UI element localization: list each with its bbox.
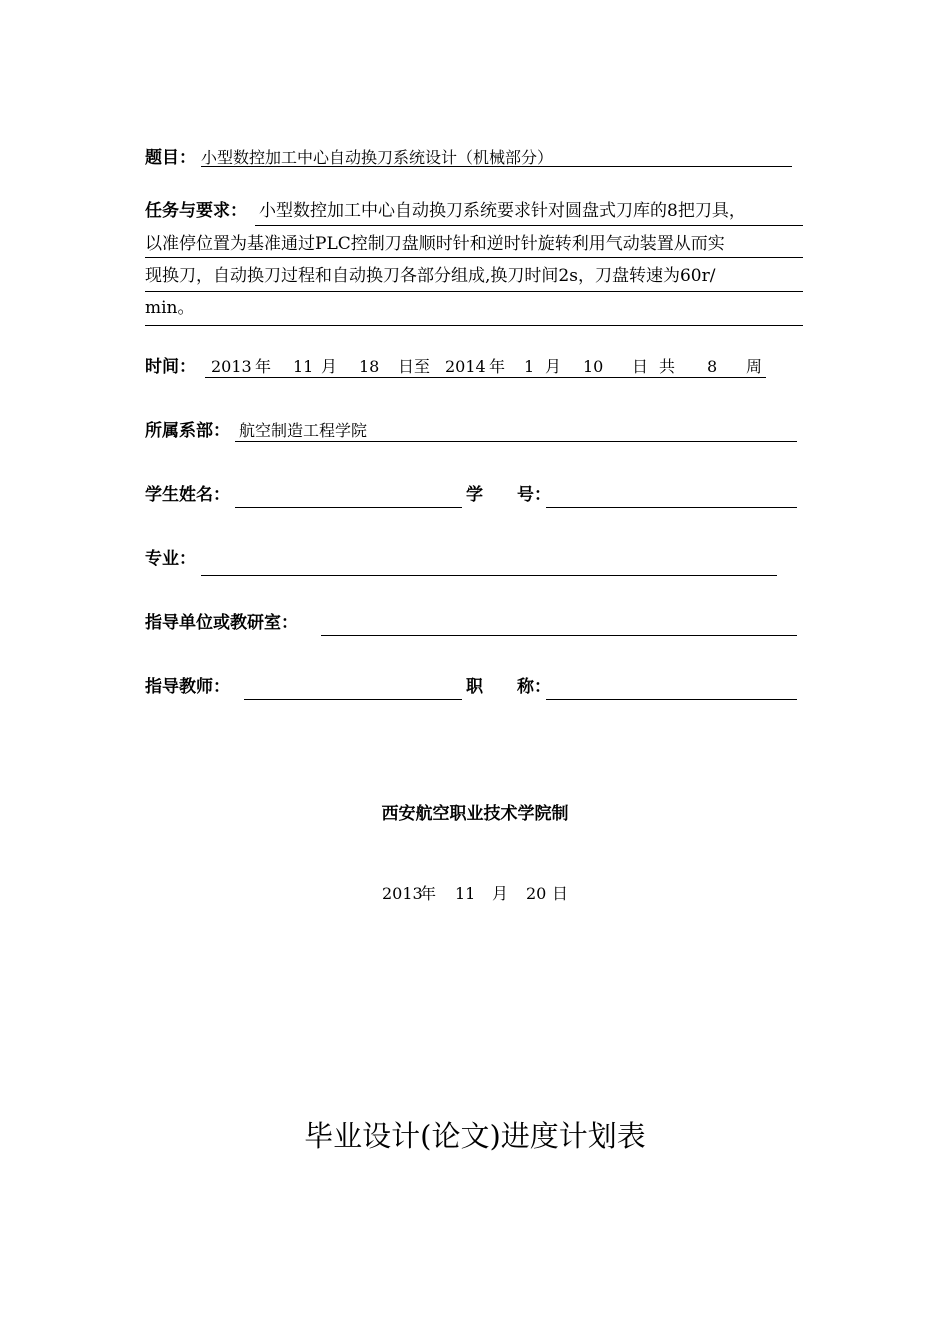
student-id-field[interactable]	[546, 507, 797, 508]
topic-underline	[201, 166, 792, 167]
advisor-unit-label: 指导单位或教研室：	[145, 613, 298, 633]
time-total-label: 共	[659, 357, 676, 376]
time-start-month: 11	[293, 357, 314, 376]
student-id-label: 学 号：	[466, 485, 551, 505]
department-label: 所属系部：	[145, 421, 230, 441]
task-underline-4	[145, 325, 803, 326]
time-year-unit: 年	[255, 357, 272, 376]
time-end-year: 2014	[445, 357, 486, 376]
footer-day: 20	[526, 884, 547, 903]
footer-month: 11	[455, 884, 476, 903]
time-end-day-unit: 日	[632, 357, 649, 376]
footer-year-unit: 年	[420, 884, 437, 903]
task-underline-1	[255, 225, 803, 226]
footer-month-unit: 月	[492, 884, 509, 903]
task-underline-2	[145, 257, 803, 258]
title-label: 职 称：	[466, 677, 551, 697]
major-field[interactable]	[201, 575, 777, 576]
task-underline-3	[145, 291, 803, 292]
time-start-year: 2013	[211, 357, 252, 376]
student-name-label: 学生姓名：	[145, 485, 230, 505]
time-month-unit: 月	[321, 357, 338, 376]
time-weeks-unit: 周	[746, 357, 763, 376]
title-field[interactable]	[546, 699, 797, 700]
task-line-3: 现换刀，自动换刀过程和自动换刀各部分组成,换刀时间2s，刀盘转速为60r/	[145, 266, 716, 286]
footer-year: 2013	[382, 884, 423, 903]
time-underline	[205, 377, 766, 378]
task-line-2: 以准停位置为基准通过PLC控制刀盘顺时针和逆时针旋转利用气动装置从而实	[145, 234, 725, 254]
time-end-year-unit: 年	[489, 357, 506, 376]
footer-day-unit: 日	[552, 884, 569, 903]
task-line-4: min。	[145, 298, 195, 318]
time-weeks: 8	[707, 357, 718, 376]
task-line-1: 小型数控加工中心自动换刀系统要求针对圆盘式刀库的8把刀具，	[259, 201, 746, 221]
time-end-month-unit: 月	[545, 357, 562, 376]
advisor-label: 指导教师：	[145, 677, 230, 697]
major-label: 专业：	[145, 549, 196, 569]
institution-name: 西安航空职业技术学院制	[381, 804, 569, 824]
time-end-month: 1	[524, 357, 535, 376]
student-name-field[interactable]	[235, 507, 462, 508]
department-value: 航空制造工程学院	[239, 421, 368, 440]
time-day-to: 日至	[398, 357, 431, 376]
schedule-title: 毕业设计(论文)进度计划表	[304, 1119, 646, 1153]
time-start-day: 18	[359, 357, 380, 376]
department-underline	[235, 441, 797, 442]
topic-value: 小型数控加工中心自动换刀系统设计（机械部分）	[201, 148, 554, 167]
time-label: 时间：	[145, 357, 196, 377]
task-label: 任务与要求：	[145, 201, 247, 221]
time-end-day: 10	[583, 357, 604, 376]
advisor-field[interactable]	[244, 699, 462, 700]
topic-label: 题目：	[145, 148, 196, 168]
advisor-unit-field[interactable]	[321, 635, 797, 636]
